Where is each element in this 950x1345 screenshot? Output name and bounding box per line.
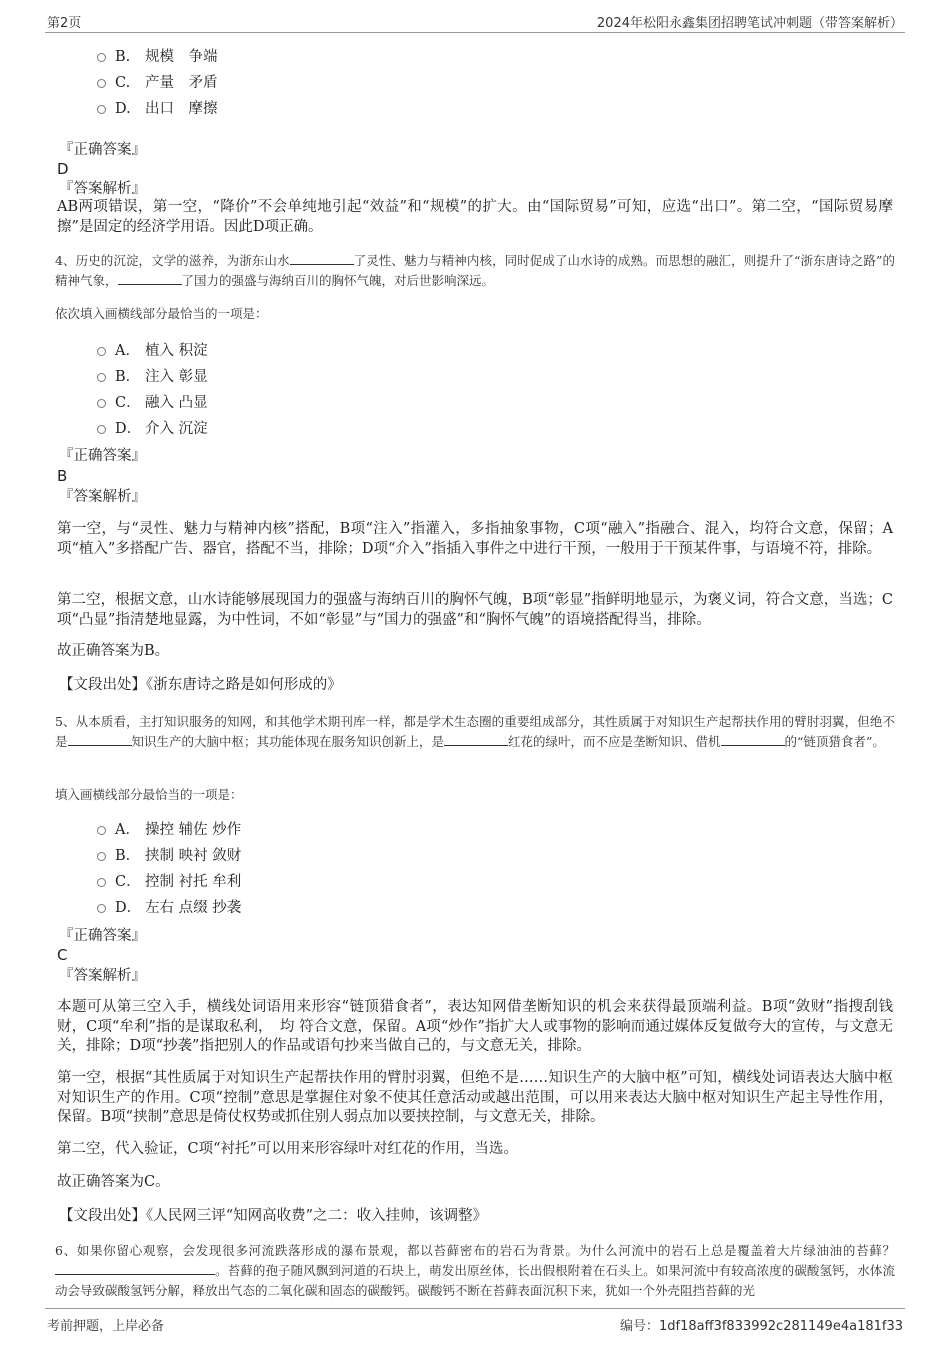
q5-option-c[interactable]: C． 控制 衬托 牟利 — [97, 872, 241, 892]
document-id: 编号：1df18aff3f833992c281149e4a181f33 — [620, 1319, 903, 1334]
radio-icon[interactable] — [97, 79, 106, 88]
q5-option-d[interactable]: D． 左右 点缀 抄袭 — [97, 898, 241, 918]
q5-option-a[interactable]: A． 操控 辅佐 炒作 — [97, 820, 241, 840]
footer-slogan: 考前押题，上岸必备 — [47, 1319, 165, 1334]
q4-prompt: 依次填入画横线部分最恰当的一项是： — [55, 306, 268, 321]
q4-conclusion: 故正确答案为B。 — [57, 643, 170, 659]
radio-icon[interactable] — [97, 852, 106, 861]
q4-correct-label: 『正确答案』 — [59, 448, 146, 464]
radio-icon[interactable] — [97, 373, 106, 382]
q5-source: 【文段出处】《人民网三评“知网高收费”之二：收入挂帅，该调整》 — [59, 1208, 488, 1224]
q3-option-c[interactable]: C. 产量 矛盾 — [97, 73, 218, 93]
page-number: 第2页 — [47, 16, 82, 31]
radio-icon[interactable] — [97, 904, 106, 913]
radio-icon[interactable] — [97, 105, 106, 114]
q3-analysis: AB两项错误，第一空，“降价”不会单纯地引起“效益”和“规模”的扩大。由“国际贸易”可知，应选“出口”。第二空，“国际贸易摩擦”是固定的经济学用语。因此D项正确。 — [57, 199, 893, 235]
q4-option-c[interactable]: C． 融入 凸显 — [97, 393, 208, 413]
radio-icon[interactable] — [97, 878, 106, 887]
radio-icon[interactable] — [97, 425, 106, 434]
q4-analysis-1: 第一空，与“灵性、魅力与精神内核”搭配，B项“注入”指灌入，多指抽象事物，C项“融入”指融合、混入，均符合文意，保留；A项“植入”多搭配广告、器官，搭配不当，排除；D项“介入”指插入事件之中进行干预，一般用于干预某件事，与语境不符，排除。 — [57, 521, 893, 557]
q4-analysis-2: 第二空，根据文意，山水诗能够展现国力的强盛与海纳百川的胸怀气魄，B项“彰显”指鲜明地显示，为褒义词，符合文意，当选；C项“凸显”指清楚地显露，为中性词，不如“彰显”与“国力的强盛”和“胸怀气魄”的语境搭配得当，排除。 — [57, 592, 893, 628]
q4-option-d[interactable]: D． 介入 沉淀 — [97, 419, 208, 439]
q4-stem: 4、历史的沉淀，文学的滋养，为浙东山水 了灵性、魅力与精神内核，同时促成了山水诗的成熟。而思想的融汇，则提升了“浙东唐诗之路”的精神气象， 了国力的强盛与海纳百川的胸怀气魄，对后世影响深远。 — [55, 253, 895, 288]
q5-analysis-3: 第二空，代入验证，C项“衬托”可以用来形容绿叶对红花的作用，当选。 — [57, 1141, 518, 1157]
q5-option-b[interactable]: B． 挟制 映衬 敛财 — [97, 846, 241, 866]
q5-prompt: 填入画横线部分最恰当的一项是： — [55, 787, 243, 802]
q5-correct-label: 『正确答案』 — [59, 928, 146, 944]
q5-analysis-label: 『答案解析』 — [59, 968, 146, 984]
q3-analysis-label: 『答案解析』 — [59, 181, 146, 197]
blank — [55, 1261, 215, 1275]
blank — [118, 271, 182, 285]
q3-option-b[interactable]: B. 规模 争端 — [97, 47, 218, 67]
radio-icon[interactable] — [97, 399, 106, 408]
q5-analysis-2: 第一空，根据“其性质属于对知识生产起帮扶作用的臂肘羽翼，但绝不是……知识生产的大脑中枢”可知，横线处词语表达大脑中枢对知识生产的作用。C项“控制”意思是掌握住对象不使其任意活动或越出范围，可以用来表达大脑中枢对知识生产起主导性作用，保留。B项“挟制”意思是倚仗权势或抓住别人弱点加以要挟控制，与文意无关，排除。 — [57, 1070, 893, 1125]
q4-analysis-label: 『答案解析』 — [59, 489, 146, 505]
q3-correct-label: 『正确答案』 — [59, 142, 146, 158]
q3-option-d[interactable]: D. 出口 摩擦 — [97, 99, 218, 119]
blank — [68, 732, 132, 746]
page-footer — [45, 1308, 905, 1335]
q6-stem: 6、如果你留心观察，会发现很多河流跌落形成的瀑布景观，都以苔藓密布的岩石为背景。为什么河流中的岩石上总是覆盖着大片绿油油的苔藓？。苔藓的孢子随风飘到河道的石块上，萌发出原丝体，长出假根附着在石头上。如果河流中有较高浓度的碳酸氢钙，水体流动会导致碳酸氢钙分解，释放出气态的二氧化碳和固态的碳酸钙。碳酸钙不断在苔藓表面沉积下来，犹如一个外壳阻挡苔藓的光 — [55, 1243, 895, 1298]
q5-conclusion: 故正确答案为C。 — [57, 1174, 170, 1190]
q4-option-a[interactable]: A． 植入 积淀 — [97, 341, 208, 361]
blank — [444, 732, 508, 746]
q3-answer: D — [57, 160, 69, 178]
blank — [290, 251, 354, 265]
q4-answer: B — [57, 467, 68, 485]
radio-icon[interactable] — [97, 347, 106, 356]
document-title: 2024年松阳永鑫集团招聘笔试冲刺题（带答案解析） — [596, 16, 903, 31]
blank — [721, 732, 785, 746]
q4-option-b[interactable]: B． 注入 彰显 — [97, 367, 208, 387]
page-header — [45, 12, 905, 33]
radio-icon[interactable] — [97, 826, 106, 835]
q4-source: 【文段出处】《浙东唐诗之路是如何形成的》 — [59, 677, 342, 693]
q5-answer: C — [57, 946, 68, 964]
radio-icon[interactable] — [97, 53, 106, 62]
q5-analysis-1: 本题可从第三空入手，横线处词语用来形容“链顶猎食者”，表达知网借垄断知识的机会来获得最顶端利益。B项“敛财”指搜刮钱财，C项“牟利”指的是谋取私利， 均 符合文意，保留。A项“炒作”指扩大人或事物的影响而通过媒体反复做夸大的宣传，与文意无关，排除；D项“抄袭”指把别人的作品或语句抄来当做自己的，与文意无关，排除。 — [57, 999, 893, 1054]
q5-stem: 5、从本质看，主打知识服务的知网，和其他学术期刊库一样，都是学术生态圈的重要组成部分，其性质属于对知识生产起帮扶作用的臂肘羽翼，但绝不是 知识生产的大脑中枢；其功能体现在服务知识创新上，是 红花的绿叶，而不应是垄断知识、借机 的“链顶猎食者”。 — [55, 714, 895, 749]
